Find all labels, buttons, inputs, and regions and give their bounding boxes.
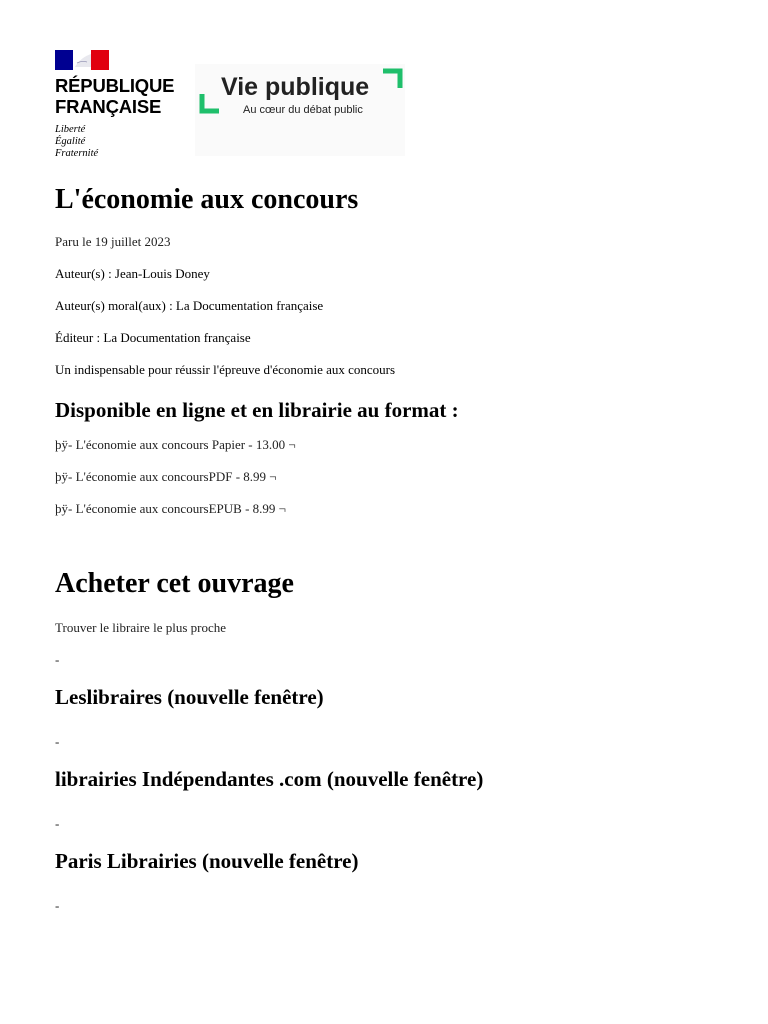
rf-name-line2: FRANÇAISE [55, 96, 162, 117]
marianne-flag-icon [55, 50, 109, 70]
corner-bracket-top-right-icon [383, 68, 403, 88]
vie-publique-logo [195, 64, 405, 156]
corner-bracket-bottom-left-icon [199, 94, 219, 114]
format-item-epub: þÿ- L'économie aux concoursEPUB - 8.99 ¬ [55, 501, 286, 516]
separator-dash: - [55, 816, 60, 831]
publication-date: Paru le 19 juillet 2023 [55, 234, 171, 249]
format-item-pdf: þÿ- L'économie aux concoursPDF - 8.99 ¬ [55, 469, 277, 484]
header-logos [55, 50, 728, 162]
book-title: L'économie aux concours [55, 184, 359, 215]
book-summary: Un indispensable pour réussir l'épreuve d'économie aux concours [55, 362, 396, 377]
separator-dash: - [55, 734, 60, 749]
separator-dash: - [55, 652, 60, 667]
rf-name-line1: RÉPUBLIQUE [55, 75, 175, 96]
find-bookseller-text: Trouver le libraire le plus proche [55, 620, 226, 635]
rf-motto-liberte: Liberté [55, 124, 86, 135]
store-link-paris-librairies[interactable]: Paris Librairies (nouvelle fenêtre) [55, 849, 359, 873]
rf-motto-egalite: Égalité [55, 136, 86, 147]
book-author: Auteur(s) : Jean-Louis Doney [55, 266, 210, 281]
book-publisher: Éditeur : La Documentation française [55, 330, 251, 345]
buy-heading: Acheter cet ouvrage [55, 568, 294, 599]
vie-publique-title: Vie publique [221, 73, 370, 101]
rf-motto-fraternite: Fraternité [55, 148, 99, 159]
vie-publique-tagline: Au cœur du débat public [243, 104, 363, 116]
separator-dash: - [55, 898, 60, 913]
formats-heading: Disponible en ligne et en librairie au format : [55, 398, 459, 422]
document-page [55, 50, 728, 914]
store-link-librairies-independantes[interactable]: librairies Indépendantes .com (nouvelle fenêtre) [55, 767, 484, 791]
rf-motto [55, 124, 195, 160]
republique-francaise-logo [55, 50, 195, 160]
store-link-leslibraires[interactable]: Leslibraires (nouvelle fenêtre) [55, 685, 324, 709]
format-list [55, 437, 728, 517]
format-item-paper: þÿ- L'économie aux concours Papier - 13.00 ¬ [55, 437, 296, 452]
book-moral-author: Auteur(s) moral(aux) : La Documentation française [55, 298, 324, 313]
